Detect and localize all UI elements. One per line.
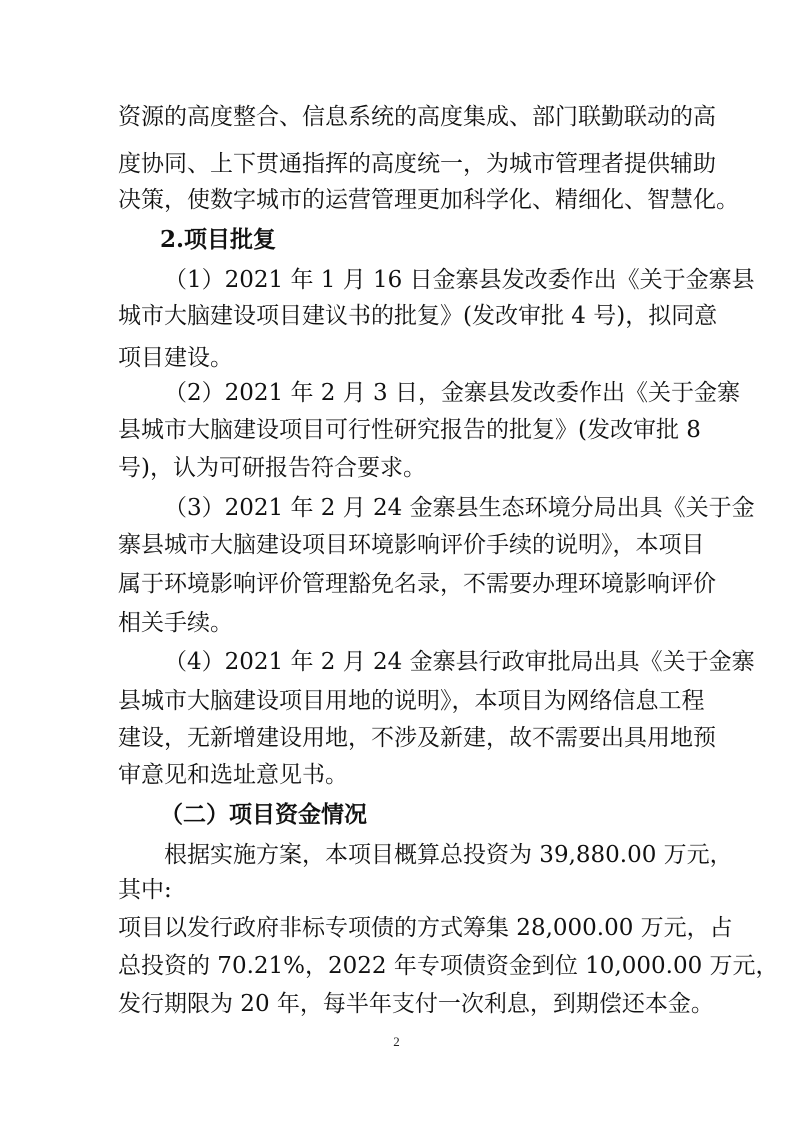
section-heading-funds: （二）项目资金情况 bbox=[160, 801, 367, 828]
page-number: 2 bbox=[393, 1034, 400, 1049]
funds-line-3: 项目以发行政府非标专项债的方式筹集 28,000.00 万元，占 bbox=[118, 915, 733, 941]
item2-line-3: 号)，认为可研报告符合要求。 bbox=[118, 455, 426, 481]
item3-line-4: 相关手续。 bbox=[118, 610, 233, 636]
intro-line-2: 度协同、上下贯通指挥的高度统一，为城市管理者提供辅助 bbox=[118, 151, 716, 177]
item3-line-2: 寨县城市大脑建设项目环境影响评价手续的说明》，本项目 bbox=[118, 532, 705, 558]
intro-line-1: 资源的高度整合、信息系统的高度集成、部门联勤联动的高 bbox=[118, 104, 716, 130]
funds-line-4: 总投资的 70.21%，2022 年专项债资金到位 10,000.00 万元， bbox=[118, 953, 779, 979]
item2-line-2: 县城市大脑建设项目可行性研究报告的批复》(发改审批 8 bbox=[118, 417, 701, 443]
item3-line-1: （3）2021 年 2 月 24 金寨县生态环境分局出具《关于金 bbox=[164, 495, 755, 521]
item2-line-1: （2）2021 年 2 月 3 日，金寨县发改委作出《关于金寨 bbox=[164, 380, 740, 406]
item1-line-2: 城市大脑建设项目建议书的批复》(发改审批 4 号)，拟同意 bbox=[118, 303, 718, 329]
item1-line-3: 项目建设。 bbox=[118, 345, 233, 371]
item3-line-3: 属于环境影响评价管理豁免名录，不需要办理环境影响评价 bbox=[118, 571, 716, 597]
item1-line-1: （1）2021 年 1 月 16 日金寨县发改委作出《关于金寨县 bbox=[164, 267, 755, 293]
item4-line-1: （4）2021 年 2 月 24 金寨县行政审批局出具《关于金寨 bbox=[164, 649, 755, 675]
funds-line-1: 根据实施方案，本项目概算总投资为 39,880.00 万元， bbox=[164, 842, 733, 868]
item4-line-4: 审意见和选址意见书。 bbox=[118, 762, 348, 788]
item4-line-3: 建设，无新增建设用地，不涉及新建，故不需要出具用地预 bbox=[118, 725, 716, 751]
funds-line-2: 其中: bbox=[118, 877, 172, 903]
funds-line-5: 发行期限为 20 年，每半年支付一次利息，到期偿还本金。 bbox=[118, 991, 714, 1017]
intro-line-3: 决策，使数字城市的运营管理更加科学化、精细化、智慧化。 bbox=[118, 187, 739, 213]
section-heading-approval: 2.项目批复 bbox=[160, 226, 277, 253]
item4-line-2: 县城市大脑建设项目用地的说明》，本项目为网络信息工程 bbox=[118, 688, 705, 714]
